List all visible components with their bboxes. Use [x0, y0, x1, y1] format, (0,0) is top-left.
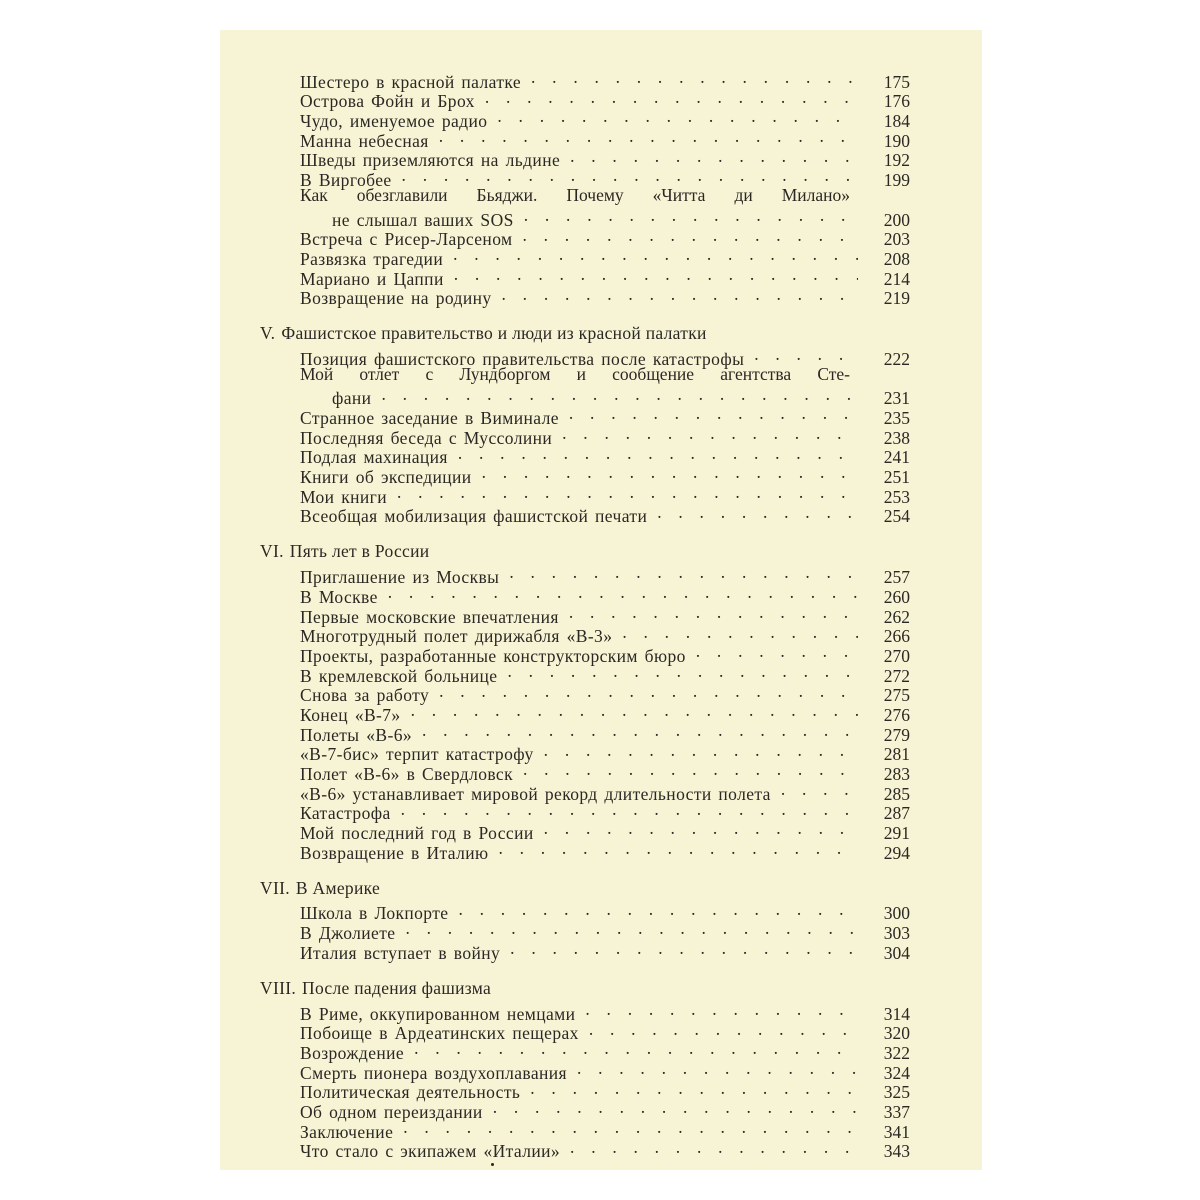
- toc-page-number: 262: [883, 606, 910, 627]
- toc-page-number: 257: [883, 567, 910, 588]
- toc-entry-title: «В-7-бис» терпит катастрофу: [300, 744, 534, 765]
- toc-page-number: 254: [883, 506, 910, 527]
- toc-page-number: 279: [883, 724, 910, 745]
- toc-entry: [260, 363, 910, 409]
- dot-leader: [401, 919, 858, 939]
- toc-entry: [260, 483, 910, 507]
- section-numeral: VIII.: [260, 977, 296, 998]
- toc-entry-title: В Риме, оккупированном немцами: [300, 1003, 576, 1024]
- dot-leader: [585, 1020, 858, 1040]
- dot-leader: [518, 226, 858, 246]
- toc-entry-title: Как обезглавили Бьяджи. Почему «Читта ди Милано»: [300, 185, 850, 206]
- toc-entry: [260, 245, 910, 269]
- toc-entry-title: Мариано и Цаппи: [300, 268, 444, 289]
- toc-entry: [260, 900, 910, 924]
- toc-entry-title: Чудо, именуемое радио: [300, 111, 488, 132]
- toc-entry: [260, 404, 910, 428]
- toc-entry: [260, 780, 910, 804]
- toc-entry-title: Мои книги: [300, 486, 387, 507]
- toc-entry: [260, 563, 910, 588]
- section-numeral: V.: [260, 323, 276, 344]
- toc-entry: [260, 185, 910, 230]
- toc-page-number: 337: [883, 1101, 910, 1122]
- toc-page-number: 231: [883, 388, 910, 409]
- dot-leader: [481, 88, 858, 108]
- toc-entry: [260, 1020, 910, 1044]
- toc-entry-title: В Москве: [300, 586, 378, 607]
- toc-page-number: 275: [883, 685, 910, 706]
- dot-leader: [777, 780, 858, 800]
- dot-leader: [750, 345, 858, 365]
- dot-leader: [692, 642, 858, 662]
- toc-entry-title: Книги об экспедиции: [300, 467, 472, 488]
- toc-entry-title: Всеобщая мобилизация фашистской печати: [300, 506, 648, 527]
- toc-page-number: 176: [883, 91, 910, 112]
- toc-entry: [260, 701, 910, 725]
- dot-leader: [527, 68, 858, 88]
- ink-speck: [491, 1163, 494, 1166]
- toc-page-number: 320: [883, 1023, 910, 1044]
- dot-leader: [653, 503, 858, 523]
- dot-leader: [393, 483, 858, 503]
- toc-entry-title: В Джолиете: [300, 923, 396, 944]
- toc-page-number: 199: [883, 170, 910, 191]
- toc-page-number: 322: [883, 1042, 910, 1063]
- toc-entry-title: Позиция фашистского правительства после катастрофы: [300, 348, 745, 369]
- toc-entry-title: Проекты, разработанные конструкторским бюро: [300, 645, 686, 666]
- toc-page-number: 276: [883, 704, 910, 725]
- toc-page-number: 214: [883, 268, 910, 289]
- dot-leader: [494, 839, 858, 859]
- toc-entry-title: Школа в Локпорте: [300, 903, 449, 924]
- toc-entry: [260, 819, 910, 844]
- toc-entry-title: В кремлевской больнице: [300, 665, 498, 686]
- toc-page-number: 203: [883, 229, 910, 250]
- dot-leader: [503, 662, 858, 682]
- toc-entry: [260, 345, 910, 369]
- toc-entry: [260, 1000, 910, 1024]
- dot-leader: [520, 206, 858, 226]
- section-heading: [260, 321, 910, 345]
- dot-leader: [573, 1059, 858, 1079]
- toc-page-number: 281: [883, 744, 910, 765]
- dot-leader: [565, 404, 858, 424]
- toc-entry-title: Возвращение в Италию: [300, 842, 489, 863]
- dot-leader: [558, 424, 858, 444]
- toc-entry-title: Подлая махинация: [300, 447, 448, 468]
- section-title: После падения фашизма: [302, 977, 492, 998]
- toc-entry-title: В Виргобее: [300, 170, 392, 191]
- dot-leader: [450, 265, 858, 285]
- section-heading: [260, 876, 910, 900]
- toc-entry-title: Приглашение из Москвы: [300, 567, 500, 588]
- toc-entry: [260, 939, 910, 963]
- toc-page-number: 238: [883, 427, 910, 448]
- toc-entry: [260, 88, 910, 112]
- toc-page-number: 184: [883, 111, 910, 132]
- toc-entry-title: Шведы приземляются на льдине: [300, 150, 561, 171]
- toc-page-number: 241: [883, 447, 910, 468]
- toc-entry-title: Мой последний год в России: [300, 823, 534, 844]
- dot-leader: [498, 285, 858, 305]
- toc-page-number: 235: [883, 408, 910, 428]
- toc-entry: [260, 919, 910, 944]
- dot-leader: [526, 1079, 858, 1099]
- toc-entry: [260, 1118, 910, 1142]
- dot-leader: [435, 682, 858, 702]
- toc-page-number: 283: [883, 764, 910, 784]
- toc-page-number: 300: [883, 903, 910, 924]
- section-heading: [260, 539, 910, 563]
- toc-page-number: 324: [883, 1062, 910, 1083]
- toc-entry: [260, 583, 910, 607]
- section-numeral: VII.: [260, 877, 290, 898]
- dot-leader: [618, 623, 858, 643]
- toc-entry: [260, 1079, 910, 1103]
- toc-entry-title: Развязка трагедии: [300, 248, 444, 269]
- toc-entry-title: Возвращение на родину: [300, 288, 492, 309]
- dot-leader: [407, 701, 858, 721]
- toc-entry-title: Что стало с экипажем «Италии»: [300, 1141, 561, 1162]
- dot-leader: [489, 1098, 858, 1118]
- toc-entry-title-continued: фани: [332, 388, 372, 409]
- toc-page-number: 272: [883, 665, 910, 686]
- toc-entry: [260, 760, 910, 784]
- dot-leader: [581, 1000, 858, 1020]
- dot-leader: [478, 463, 858, 483]
- toc-page-number: 294: [883, 842, 910, 863]
- toc-entry: [260, 800, 910, 824]
- toc-page-number: 287: [883, 803, 910, 824]
- dot-leader: [505, 563, 858, 583]
- dot-leader: [399, 1118, 858, 1138]
- section-numeral: VI.: [260, 541, 284, 562]
- dot-leader: [565, 603, 858, 623]
- dot-leader: [435, 127, 858, 147]
- toc-entry-title: Конец «В-7»: [300, 704, 401, 725]
- dot-leader: [566, 147, 858, 167]
- dot-leader: [566, 1138, 858, 1158]
- toc-entry-title: Полет «В-6» в Свердловск: [300, 764, 513, 784]
- toc-entry-title: Острова Фойн и Брох: [300, 91, 475, 112]
- toc-entry: [260, 503, 910, 527]
- section-title: Фашистское правительство и люди из красной палатки: [281, 323, 707, 344]
- toc-entry: [260, 285, 910, 309]
- toc-entry: [260, 1098, 910, 1122]
- toc-entry-title: Политическая деятельность: [300, 1082, 521, 1103]
- toc-entry: [260, 1059, 910, 1083]
- dot-leader: [397, 800, 858, 820]
- section-title: Пять лет в России: [289, 541, 430, 562]
- book-page: [220, 30, 982, 1170]
- toc-page-number: 303: [883, 923, 910, 944]
- toc-entry-title: Последняя беседа с Муссолини: [300, 427, 553, 448]
- toc-page-number: 222: [883, 348, 910, 369]
- toc-page-number: 253: [883, 486, 910, 507]
- toc-entry-title: Многотрудный полет дирижабля «В-3»: [300, 626, 613, 647]
- toc-entry: [260, 662, 910, 686]
- toc-page-number: 200: [883, 209, 910, 230]
- toc-page-number: 325: [883, 1082, 910, 1103]
- toc-entry: [260, 424, 910, 448]
- toc-entry-title: «В-6» устанавливает мировой рекорд длительности полета: [300, 783, 771, 804]
- dot-leader: [506, 939, 858, 959]
- toc-entry: [260, 1039, 910, 1063]
- toc-entry-title: Смерть пионера воздухоплавания: [300, 1062, 567, 1083]
- dot-leader: [454, 444, 858, 464]
- toc-entry: [260, 839, 910, 863]
- toc-page-number: 343: [883, 1141, 910, 1162]
- toc-entry: [260, 226, 910, 250]
- toc-entry: [260, 603, 910, 627]
- toc-entry: [260, 642, 910, 666]
- toc-page-number: 190: [883, 130, 910, 151]
- toc-entry: [260, 721, 910, 745]
- toc-entry: [260, 127, 910, 151]
- toc-entry-title: Шестеро в красной палатке: [300, 71, 522, 92]
- toc-page-number: 266: [883, 626, 910, 647]
- toc-entry: [260, 68, 910, 92]
- toc-page-number: 260: [883, 586, 910, 607]
- toc-entry: [260, 741, 910, 765]
- dot-leader: [540, 819, 858, 839]
- toc-entry: [260, 444, 910, 468]
- toc-entry-title: Первые московские впечатления: [300, 606, 559, 627]
- dot-leader: [384, 583, 858, 603]
- toc-entry: [260, 265, 910, 289]
- toc-entry-title: Мой отлет с Лундборгом и сообщение агентства Сте-: [300, 363, 850, 384]
- toc-entry-title: Об одном переиздании: [300, 1101, 483, 1122]
- toc-entry-title: Манна небесная: [300, 130, 429, 151]
- toc-entry: [260, 623, 910, 647]
- toc-entry: [260, 166, 910, 191]
- toc-entry-title: Снова за работу: [300, 685, 430, 706]
- toc-page-number: 251: [883, 467, 910, 488]
- section-title: В Америке: [295, 877, 381, 898]
- dot-leader: [377, 385, 858, 405]
- toc-page-number: 175: [883, 71, 910, 92]
- dot-leader: [519, 760, 858, 780]
- toc-page-number: 192: [883, 150, 910, 171]
- toc-entry: [260, 463, 910, 488]
- dot-leader: [418, 721, 858, 741]
- toc-entry-title: Побоище в Ардеатинских пещерах: [300, 1023, 579, 1044]
- dot-leader: [493, 107, 858, 127]
- toc-page-number: 208: [883, 248, 910, 269]
- toc-entry-title-continued: не слышал ваших SOS: [332, 209, 514, 230]
- dot-leader: [449, 245, 858, 265]
- section-heading: [260, 976, 910, 1000]
- toc-entry-title: Италия вступает в войну: [300, 942, 501, 963]
- toc-page-number: 285: [883, 783, 910, 804]
- toc-page-number: 314: [883, 1003, 910, 1024]
- toc-entry-title: Встреча с Рисер-Ларсеном: [300, 229, 513, 250]
- toc-entry-title: Полеты «В-6»: [300, 724, 412, 745]
- toc-entry-title: Заключение: [300, 1121, 394, 1142]
- dot-leader: [410, 1039, 858, 1059]
- toc-entry: [260, 147, 910, 171]
- toc-page-number: 291: [883, 823, 910, 844]
- toc-entry-title: Возрождение: [300, 1042, 405, 1063]
- toc-page-number: 304: [883, 942, 910, 963]
- toc-page-number: 270: [883, 645, 910, 666]
- toc-entry: [260, 1138, 910, 1162]
- dot-leader: [454, 900, 858, 920]
- table-of-contents: [260, 68, 910, 1162]
- dot-leader: [540, 741, 858, 761]
- toc-entry-title: Катастрофа: [300, 803, 391, 824]
- toc-entry: [260, 682, 910, 706]
- toc-page-number: 219: [883, 288, 910, 309]
- toc-entry: [260, 107, 910, 132]
- dot-leader: [398, 166, 858, 186]
- toc-page-number: 341: [883, 1121, 910, 1142]
- toc-entry-title: Странное заседание в Виминале: [300, 408, 559, 428]
